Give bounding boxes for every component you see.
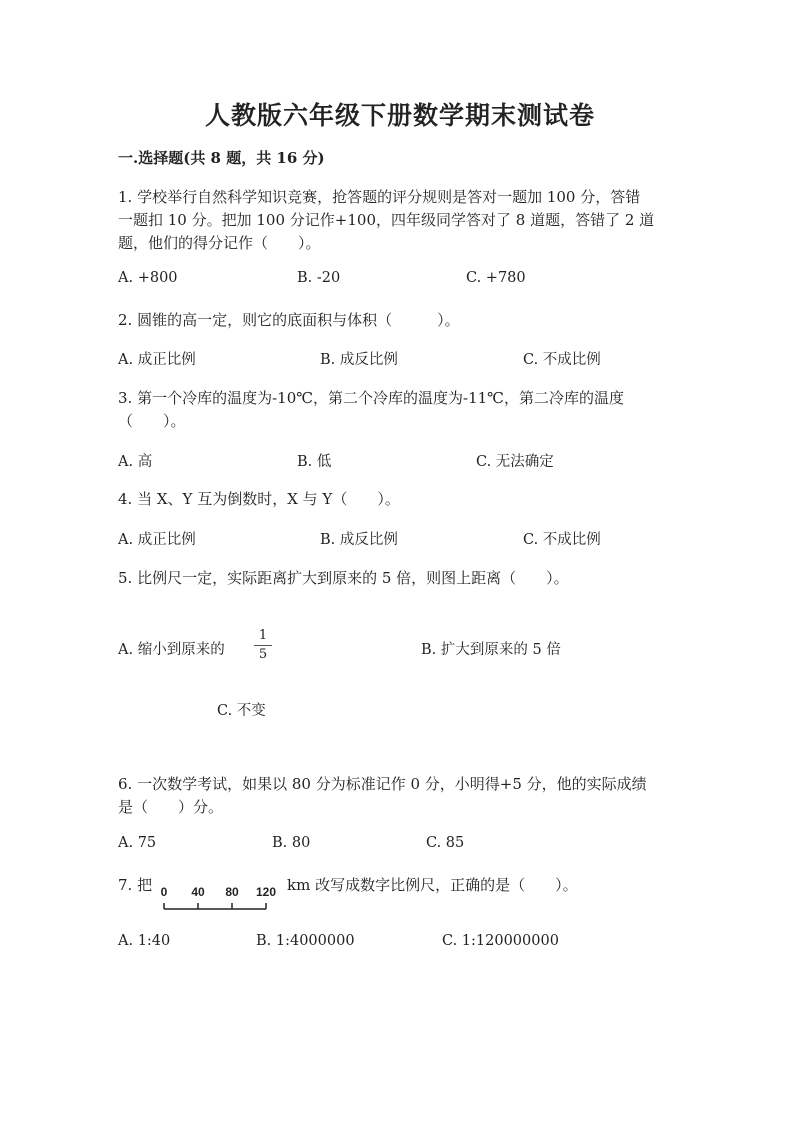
q7-option-b: B. 1:4000000 xyxy=(256,933,355,949)
q6-option-b: B. 80 xyxy=(272,835,311,851)
q3-option-a: A. 高 xyxy=(118,454,153,470)
q6-line1: 6. 一次数学考试，如果以 80 分为标准记作 0 分，小明得+5 分，他的实际成绩 xyxy=(118,775,647,793)
q5-option-a: A. 缩小到原来的 xyxy=(118,642,225,658)
q1-line3: 题，他们的得分记作（ ）。 xyxy=(118,234,321,252)
scale-label-0: 0 xyxy=(160,885,168,899)
q2-option-b: B. 成反比例 xyxy=(320,352,398,368)
q7-suffix: km 改写成数字比例尺，正确的是（ ）。 xyxy=(287,876,578,894)
scale-label-40: 40 xyxy=(191,885,205,899)
q2-option-c: C. 不成比例 xyxy=(523,352,601,368)
q7-prefix: 7. 把 xyxy=(118,876,153,894)
scale-label-120: 120 xyxy=(255,885,277,899)
q3-option-b: B. 低 xyxy=(297,454,332,470)
scale-label-80: 80 xyxy=(225,885,239,899)
q2-option-a: A. 成正比例 xyxy=(118,352,196,368)
q1-line2: 一题扣 10 分。把加 100 分记作+100，四年级同学答对了 8 道题，答错了 2 道 xyxy=(118,211,655,229)
line-scale-diagram xyxy=(158,880,283,914)
q2-line1: 2. 圆锥的高一定，则它的底面积与体积（ ）。 xyxy=(118,311,460,329)
q3-line2: （ ）。 xyxy=(118,412,186,430)
page-title: 人教版六年级下册数学期末测试卷 xyxy=(204,101,595,130)
fraction-bar xyxy=(254,645,272,646)
q4-option-b: B. 成反比例 xyxy=(320,532,398,548)
q4-line1: 4. 当 X、Y 互为倒数时，X 与 Y（ ）。 xyxy=(118,490,400,508)
q5-line1: 5. 比例尺一定，实际距离扩大到原来的 5 倍，则图上距离（ ）。 xyxy=(118,569,569,587)
q3-line1: 3. 第一个冷库的温度为-10℃，第二个冷库的温度为-11℃，第二冷库的温度 xyxy=(118,389,624,407)
q6-option-a: A. 75 xyxy=(118,835,157,851)
q1-option-a: A. +800 xyxy=(118,270,178,286)
fraction-one-fifth xyxy=(252,628,274,663)
fraction-numerator: 1 xyxy=(258,628,268,643)
q5-option-b: B. 扩大到原来的 5 倍 xyxy=(421,642,561,658)
q7-option-a: A. 1:40 xyxy=(118,933,171,949)
q4-option-c: C. 不成比例 xyxy=(523,532,601,548)
q6-line2: 是（ ）分。 xyxy=(118,798,224,816)
q6-option-c: C. 85 xyxy=(426,835,465,851)
q1-line1: 1. 学校举行自然科学知识竞赛，抢答题的评分规则是答对一题加 100 分，答错 xyxy=(118,188,641,206)
section-heading: 一.选择题(共 8 题，共 16 分) xyxy=(118,149,325,167)
q3-option-c: C. 无法确定 xyxy=(476,454,554,470)
q7-option-c: C. 1:120000000 xyxy=(442,933,559,949)
q1-option-b: B. -20 xyxy=(297,270,341,286)
q4-option-a: A. 成正比例 xyxy=(118,532,196,548)
q5-option-c: C. 不变 xyxy=(217,703,266,719)
q1-option-c: C. +780 xyxy=(466,270,526,286)
fraction-denominator: 5 xyxy=(258,647,268,662)
